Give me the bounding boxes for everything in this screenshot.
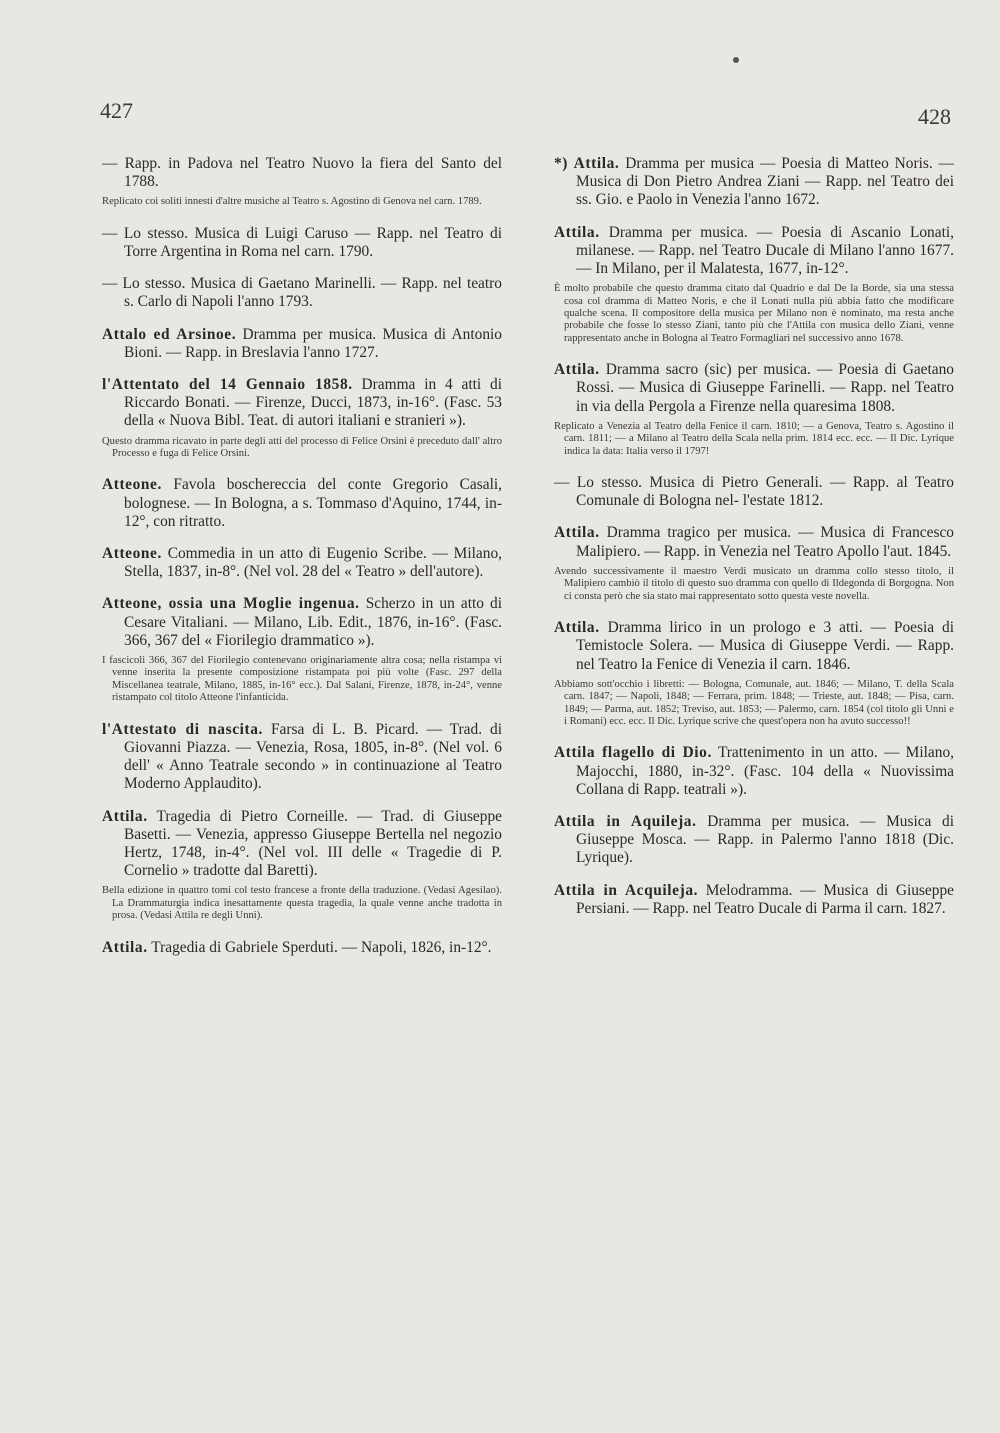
catalog-entry — [102, 275, 502, 311]
catalog-entry — [554, 524, 954, 560]
entry-text: — Lo stesso. Musica di Luigi Caruso — Rapp. nel Teatro di Torre Argentina in Roma nel carn. 1790. — [102, 224, 502, 261]
entry-title: l'Attestato di nascita. — [102, 720, 263, 738]
catalog-entry — [102, 595, 502, 650]
entry-title: Attila in Aquileja. — [554, 812, 697, 830]
catalog-entry — [554, 882, 954, 918]
footnote-text: Bella edizione in quattro tomi col testo francese a fronte della traduzione. (Vedasi Agesilao). La Drammaturgia indica inesattamente questa tragedia, la quale venne anche tradotta in prosa. (Vedasi Attila re degli Unni). — [102, 885, 502, 922]
right-column — [554, 155, 954, 932]
footnote — [554, 421, 954, 458]
footnote-text: Avendo successivamente il maestro Verdi musicato un dramma collo stesso titolo, il Malipiero cambiò il titolo di questo suo dramma con quello di Ildegonda di Borgogna. Non ci consta però che sia stato mai rappresentato sotto questa veste novella. — [554, 565, 954, 602]
entry-title: Atteone, ossia una Moglie ingenua. — [102, 595, 360, 613]
entry-title: Attalo ed Arsinoe. — [102, 325, 237, 343]
entry-title: Attila. — [554, 619, 600, 637]
entry-title: l'Attentato del 14 Gennaio 1858. — [102, 376, 353, 394]
catalog-entry — [554, 474, 954, 510]
entry-text: Dramma per musica. — Musica di Giuseppe Mosca. — Rapp. in Palermo l'anno 1818 (Dic. Lyrique). — [576, 812, 954, 867]
entry-title: Attila. — [554, 361, 600, 379]
entry-title: Attila flagello di Dio. — [554, 744, 712, 762]
entry-text: Trattenimento in un atto. — Milano, Majocchi, 1880, in-32°. (Fasc. 104 della « Nuovissima Collana di Rapp. teatrali »). — [576, 744, 954, 798]
footnote — [554, 283, 954, 345]
entry-text: Dramma per musica — Poesia di Matteo Noris. — Musica di Don Pietro Andrea Ziani — Rapp. nel Teatro dei ss. Gio. e Paolo in Venezia l'anno 1672. — [576, 155, 954, 209]
entry-text: Commedia in un atto di Eugenio Scribe. — Milano, Stella, 1837, in-8°. (Nel vol. 28 del « Teatro » dell'autore). — [124, 545, 502, 581]
page-number-right: 428 — [918, 104, 951, 129]
catalog-entry — [554, 619, 954, 674]
footnote — [554, 566, 954, 603]
catalog-entry — [554, 813, 954, 868]
entry-text: Favola boschereccia del conte Gregorio Casali, bolognese. — In Bologna, a s. Tommaso d'Aquino, 1744, in-12°, con ritratto. — [124, 476, 502, 530]
catalog-entry — [554, 744, 954, 799]
entry-title: Atteone. — [102, 545, 162, 563]
catalog-entry — [102, 376, 502, 431]
footnote-text: Replicato a Venezia al Teatro della Fenice il carn. 1810; — a Genova, Teatro s. Agostino il carn. 1811; — a Milano al Teatro della Scala nella prim. 1814 ecc. ecc. — Il Dic. Lyrique indica la data: Italia verso il 1797! — [554, 420, 954, 457]
footnote-text: È molto probabile che questo dramma citato dal Quadrio e dal De la Borde, sia una stessa cosa col dramma di Matteo Noris, e che il Lonati nulla più abbia fatto che modificare qualche scena. Il compositore della musica per Milano non è nominato, ma resta anche probabile che fosse lo stesso Ziani, tanto più che l'Attila con musica dello Ziani, venne rappresentato anche in Bologna al Teatro Formagliari nel successivo anno 1678. — [554, 283, 954, 344]
entry-title: Attila in Acquileja. — [554, 881, 699, 899]
page-number-left: 427 — [100, 98, 133, 123]
entry-text: Tragedia di Pietro Corneille. — Trad. di Giuseppe Basetti. — Venezia, appresso Giuseppe Bertella nel negozio Hertz, 1748, in-4°. (Nel vol. III delle « Tragedie di P. Cornelio » tradotte dal Baretti). — [124, 807, 502, 880]
footnote-text: I fascicoli 366, 367 del Fiorilegio contenevano originariamente altra cosa; nella ristampa vi venne inserita la presente composizione ristampata poi più volte (Fasc. 297 della Miscellanea teatrale, Milano, 1885, in-16° ecc.). Dal Salani, Firenze, 1878, in-24°, venne ristampato col titolo Atteone l'infanticida. — [102, 655, 502, 704]
entry-text: Dramma in 4 atti di Riccardo Bonati. — Firenze, Ducci, 1873, in-16°. (Fasc. 53 della « Nuova Bibl. Teat. di autori italiani e stranieri »). — [124, 376, 502, 430]
entry-text: Tragedia di Gabriele Sperduti. — Napoli, 1826, in-12°. — [151, 938, 492, 956]
entry-text: — Rapp. in Padova nel Teatro Nuovo la fiera del Santo del 1788. — [102, 155, 502, 191]
entry-title: Attila. — [554, 524, 600, 542]
entry-text: Dramma sacro (sic) per musica. — Poesia di Gaetano Rossi. — Musica di Giuseppe Farinelli. — Rapp. nel Teatro in via della Pergola a Firenze nella quaresima 1808. — [576, 361, 954, 415]
ink-dot — [733, 57, 739, 63]
entry-text: — Lo stesso. Musica di Pietro Generali. — Rapp. al Teatro Comunale di Bologna nel- l'estate 1812. — [554, 474, 954, 510]
footnote — [102, 885, 502, 922]
entry-text: Farsa di L. B. Picard. — Trad. di Giovanni Piazza. — Venezia, Rosa, 1805, in-8°. (Nel vol. 6 dell' « Anno Teatrale secondo » in continuazione al Teatro Moderno Applaudito). — [124, 720, 502, 793]
footnote — [554, 679, 954, 729]
catalog-entry — [554, 224, 954, 279]
footnote-text: Questo dramma ricavato in parte degli atti del processo di Felice Orsini è preceduto dall' altro Processo e fuga di Felice Orsini. — [102, 435, 502, 460]
entry-text: — Lo stesso. Musica di Gaetano Marinelli. — Rapp. nel teatro s. Carlo di Napoli l'anno 1793. — [102, 275, 502, 311]
entry-title: Attila. — [102, 938, 148, 956]
footnote — [102, 655, 502, 705]
footnote — [102, 196, 502, 208]
catalog-entry — [102, 225, 502, 261]
entry-title: Attila. — [102, 807, 148, 825]
entry-title: Atteone. — [102, 476, 162, 494]
entry-text: Dramma tragico per musica. — Musica di Francesco Malipiero. — Rapp. in Venezia nel Teatro Apollo l'aut. 1845. — [576, 524, 954, 560]
entry-text: Dramma lirico in un prologo e 3 atti. — Poesia di Temistocle Solera. — Musica di Giuseppe Verdi. — Rapp. nel Teatro la Fenice di Venezia il carn. 1846. — [576, 619, 954, 673]
catalog-entry — [102, 545, 502, 581]
catalog-entry — [554, 155, 954, 210]
catalog-entry — [554, 361, 954, 416]
entry-text: Scherzo in un atto di Cesare Vitaliani. — Milano, Lib. Edit., 1876, in-16°. (Fasc. 366, 367 del « Fiorilegio drammatico »). — [124, 595, 502, 649]
entry-title: Attila. — [554, 223, 600, 241]
catalog-entry — [102, 326, 502, 362]
catalog-entry — [102, 808, 502, 881]
entry-text: Dramma per musica. — Poesia di Ascanio Lonati, milanese. — Rapp. nel Teatro Ducale di Milano l'anno 1677. — In Milano, per il Malatesta, 1677, in-12°. — [576, 223, 954, 278]
entry-text: Dramma per musica. Musica di Antonio Bioni. — Rapp. in Breslavia l'anno 1727. — [124, 325, 502, 361]
footnote-text: Replicato coi soliti innesti d'altre musiche al Teatro s. Agostino di Genova nel carn. 1789. — [102, 196, 482, 208]
catalog-entry — [102, 939, 502, 957]
entry-text: Melodramma. — Musica di Giuseppe Persiani. — Rapp. nel Teatro Ducale di Parma il carn. 1827. — [576, 881, 954, 917]
catalog-entry — [102, 155, 502, 191]
catalog-entry — [102, 721, 502, 794]
footnote — [102, 436, 502, 461]
left-column — [102, 155, 502, 971]
entry-title: *) Attila. — [554, 155, 620, 172]
footnote-text: Abbiamo sott'occhio i libretti: — Bologna, Comunale, aut. 1846; — Milano, T. della Scala carn. 1847; — Napoli, 1848; — Ferrara, prim. 1848; — Trieste, aut. 1848; — Pisa, carn. 1849; — Parma, aut. 1852; Treviso, aut. 1853; — Palermo, carn. 1854 (col titolo gli Unni e i Romani) ecc. ecc. Il Dic. Lyrique scrive che quest'opera non ha avuto successo!! — [554, 678, 954, 727]
catalog-entry — [102, 476, 502, 531]
